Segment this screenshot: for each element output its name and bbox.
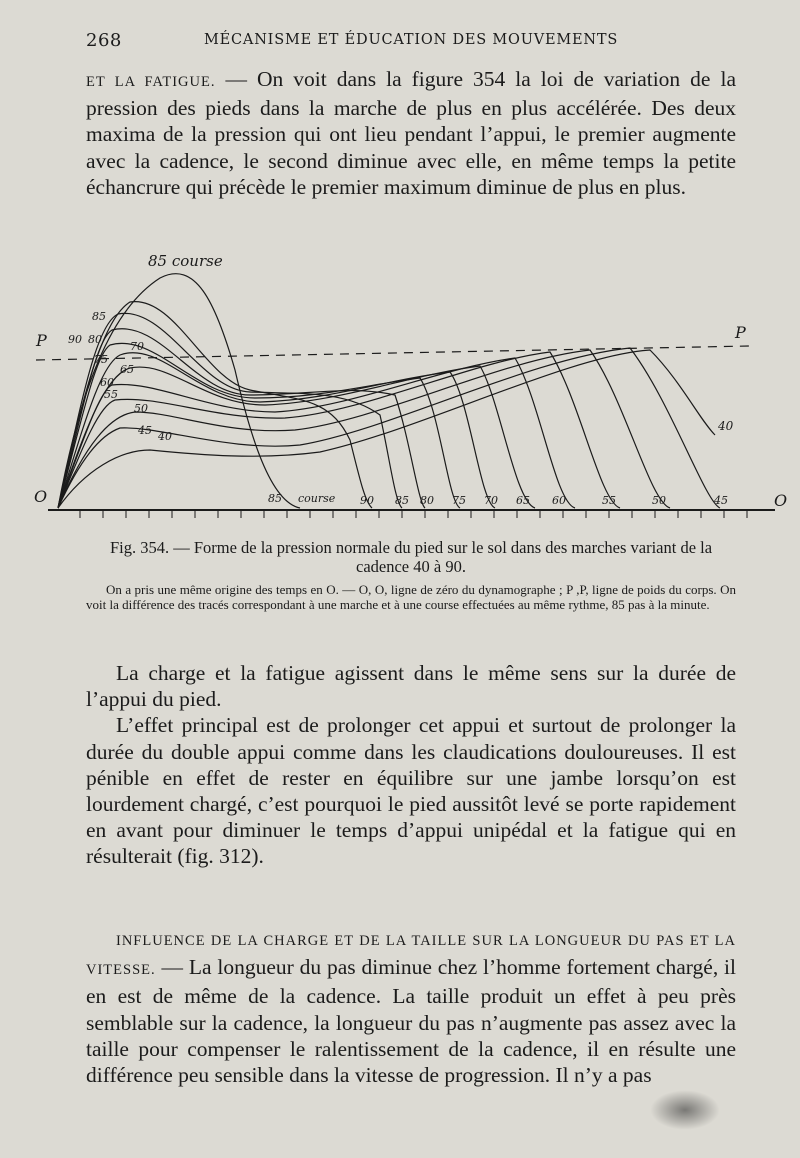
paragraph-text: La charge et la fatigue agissent dans le même sens sur la durée de l’appui du pied. xyxy=(86,661,736,712)
label-o-right: O xyxy=(774,491,788,510)
right-label-40: 40 xyxy=(718,419,734,433)
upper-label-70: 70 xyxy=(130,340,144,353)
upper-label-40: 40 xyxy=(158,430,172,443)
running-title: MÉCANISME ET ÉDUCATION DES MOUVEMENTS xyxy=(204,32,619,48)
curve-course-85 xyxy=(58,274,300,508)
curve-65 xyxy=(58,366,535,508)
paragraph-text: L’effet principal est de prolonger cet appui et surtout de prolonger la durée du double appui comme dans les claudications douloureuses. Il est pénible en effet de rester en équilibre sur une jambe lorsqu’on est lourdement chargé, c’est pourquoi le pied aussitôt levé se porte rapidement en avant pour diminuer le temps d’appui unipédal et la fatigue qui en résulterait (fig. 312). xyxy=(86,713,736,869)
upper-label-90: 90 xyxy=(68,333,82,346)
time-ticks xyxy=(80,510,747,518)
upper-label-50: 50 xyxy=(134,402,148,415)
page-header xyxy=(86,30,746,54)
upper-cadence-labels xyxy=(68,310,172,443)
upper-label-65: 65 xyxy=(120,363,134,376)
base-label-75: 75 xyxy=(452,494,466,507)
baseline-cadence-labels xyxy=(268,492,728,507)
curve-45 xyxy=(58,348,720,508)
pressure-curves-plot xyxy=(0,240,800,540)
base-label-course: course xyxy=(298,492,336,505)
upper-label-85: 85 xyxy=(92,310,106,323)
base-label-85: 85 xyxy=(268,492,282,505)
pressure-curves xyxy=(58,274,720,508)
paragraph-text: — La longueur du pas diminue chez l’homme fortement chargé, il en est de même de la cadence. La taille produit un effet à peu près semblable sur la cadence, la longueur du pas n’augmente pas assez avec la taille pour compenser le ralentissement de la cadence, il en résulte une différence peu sensible dans la vitesse de progression. Il n’y a pas xyxy=(86,955,736,1088)
base-label-50: 50 xyxy=(652,494,666,507)
label-o-left: O xyxy=(34,487,48,506)
base-label-85b: 85 xyxy=(395,494,409,507)
caption-note: On a pris une même origine des temps en O. — O, O, ligne de zéro du dynamographe ; P ,P, ligne de poids du corps. On voit la différence des tracés correspondant à une marche et à une course effectuées au même rythme, 85 pas à la minute. xyxy=(86,582,736,612)
base-label-70: 70 xyxy=(484,494,498,507)
upper-label-80: 80 xyxy=(88,333,102,346)
upper-label-75: 75 xyxy=(94,353,108,366)
label-top-course: 85 course xyxy=(148,252,223,270)
base-label-60: 60 xyxy=(552,494,566,507)
page-number: 268 xyxy=(86,30,122,51)
curve-75 xyxy=(58,343,460,508)
caption-main: Fig. 354. — Forme de la pression normale du pied sur le sol dans des marches variant de la cadence 40 à 90. xyxy=(109,538,713,576)
upper-label-60: 60 xyxy=(100,376,114,389)
curve-80 xyxy=(58,329,425,508)
section-lead: ET LA FATIGUE. xyxy=(86,74,216,90)
paragraph-text: — On voit dans la figure 354 la loi de variation de la pression des pieds dans la marche de plus en plus accélérée. Des deux maxima de la pression qui ont lieu pendant l’appui, le premier augmente avec la cadence, le second diminue avec elle, en même temps la petite échancrure qui précède le premier maximum diminue de plus en plus. xyxy=(86,67,737,199)
base-label-45: 45 xyxy=(714,494,728,507)
label-p-left: P xyxy=(36,331,47,350)
upper-label-45: 45 xyxy=(138,424,152,437)
base-label-65: 65 xyxy=(516,494,530,507)
base-label-55: 55 xyxy=(602,494,616,507)
base-label-90: 90 xyxy=(360,494,374,507)
paragraph-influence xyxy=(86,925,736,1088)
upper-label-55: 55 xyxy=(104,388,118,401)
curve-60 xyxy=(58,358,575,508)
curve-40 xyxy=(58,350,715,508)
figure-354 xyxy=(0,240,800,540)
curve-85 xyxy=(58,313,402,508)
base-label-80: 80 xyxy=(420,494,434,507)
figure-caption xyxy=(86,538,736,612)
label-p-right: P xyxy=(735,323,746,342)
ink-smudge xyxy=(650,1090,720,1130)
paragraph-pressure-variation xyxy=(86,66,736,200)
paragraph-load-fatigue xyxy=(86,660,736,870)
section-lead: INFLUENCE DE LA CHARGE ET DE LA TAILLE SUR LA LONGUEUR DU PAS ET LA VITESSE. xyxy=(86,933,736,979)
